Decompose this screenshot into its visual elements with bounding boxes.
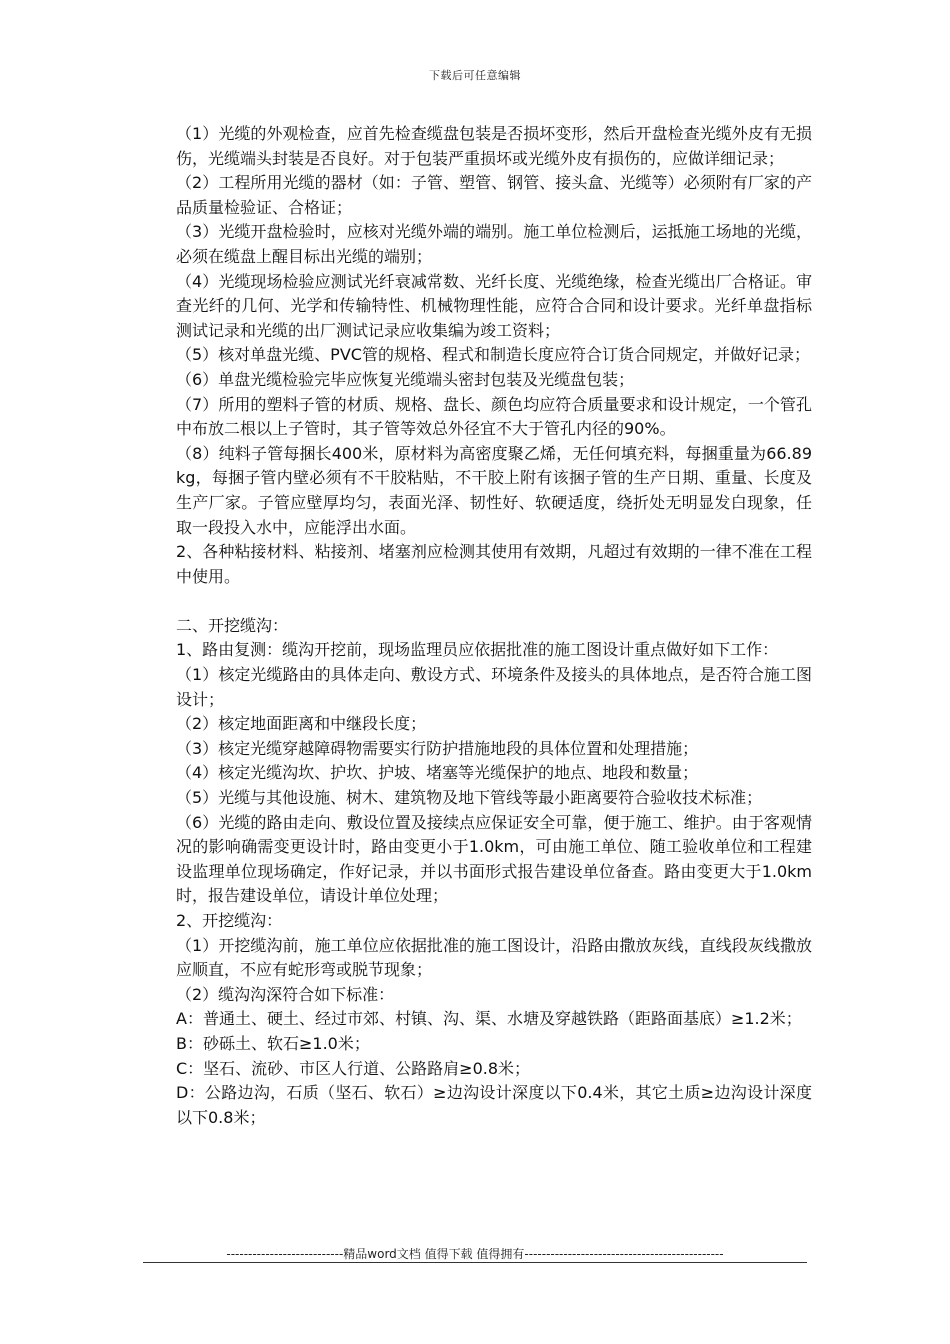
paragraph: （2）工程所用光缆的器材（如：子管、塑管、钢管、接头盒、光缆等）必须附有厂家的产品质量检验证、合格证；	[176, 173, 812, 217]
paragraph: （7）所用的塑料子管的材质、规格、盘长、颜色均应符合质量要求和设计规定，一个管孔中布放二根以上子管时，其子管等效总外径宜不大于管孔内径的90%。	[176, 394, 812, 439]
paragraph: 1、路由复测：缆沟开挖前，现场监理员应依据批准的施工图设计重点做好如下工作：	[176, 640, 779, 660]
page-footer: ---------------------------精品word文档 值得下载 值得拥有----------------------------------------------	[226, 1247, 724, 1261]
page-header: 下载后可任意编辑	[429, 69, 521, 82]
paragraph: （6）单盘光缆检验完毕应恢复光缆端头密封包装及光缆盘包装；	[176, 369, 635, 389]
paragraph: （4）核定光缆沟坎、护坎、护坡、堵塞等光缆保护的地点、地段和数量；	[176, 763, 699, 783]
paragraph: D：公路边沟，石质（坚石、软石）≥边沟设计深度以下0.4米，其它土质≥边沟设计深度以下0.8米；	[176, 1083, 812, 1127]
footer-divider	[143, 1262, 807, 1263]
paragraph: （1）开挖缆沟前，施工单位应依据批准的施工图设计，沿路由撒放灰线，直线段灰线撒放应顺直，不应有蛇形弯或脱节现象；	[176, 935, 812, 980]
paragraph: （6）光缆的路由走向、敷设位置及接续点应保证安全可靠，便于施工、维护。由于客观情况的影响确需变更设计时，路由变更小于1.0km，可由施工单位、随工验收单位和工程建设监理单位现场确定，作好记录，并以书面形式报告建设单位备查。路由变更大于1.0km时，报告建设单位，请设计单位处理；	[176, 812, 812, 906]
paragraph: A：普通土、硬土、经过市郊、村镇、沟、渠、水塘及穿越铁路（距路面基底）≥1.2米；	[176, 1009, 802, 1029]
section-heading: 二、开挖缆沟：	[176, 615, 289, 635]
paragraph: （5）光缆与其他设施、树木、建筑物及地下管线等最小距离要符合验收技术标准；	[176, 788, 763, 808]
paragraph: （3）光缆开盘检验时，应核对光缆外端的端别。施工单位检测后，运抵施工场地的光缆，必须在缆盘上醒目标出光缆的端别；	[176, 222, 812, 266]
paragraph: C：坚石、流砂、市区人行道、公路路肩≥0.8米；	[176, 1058, 531, 1078]
paragraph: （5）核对单盘光缆、PVC管的规格、程式和制造长度应符合订货合同规定，并做好记录；	[176, 345, 810, 365]
paragraph: （3）核定光缆穿越障碍物需要实行防护措施地段的具体位置和处理措施；	[176, 738, 699, 758]
paragraph: 2、各种粘接材料、粘接剂、堵塞剂应检测其使用有效期，凡超过有效期的一律不准在工程中使用。	[176, 542, 812, 586]
paragraph: （1）光缆的外观检查，应首先检查缆盘包装是否损坏变形，然后开盘检查光缆外皮有无损伤，光缆端头封装是否良好。对于包装严重损坏或光缆外皮有损伤的，应做详细记录；	[176, 124, 812, 168]
blank-line	[176, 589, 812, 614]
paragraph: 2、开挖缆沟：	[176, 911, 283, 930]
paragraph: （4）光缆现场检验应测试光纤衰减常数、光纤长度、光缆绝缘，检查光缆出厂合格证。审查光纤的几何、光学和传输特性、机械物理性能，应符合合同和设计要求。光纤单盘指标测试记录和光缆的出厂测试记录应收集编为竣工资料；	[176, 271, 812, 340]
paragraph: （8）纯料子管每捆长400米，原材料为高密度聚乙烯，无任何填充料，每捆重量为66.89kg，每捆子管内壁必须有不干胶粘贴，不干胶上附有该捆子管的生产日期、重量、长度及生产厂家。子管应壁厚均匀，表面光泽、韧性好、软硬适度，绕折处无明显发白现象，任取一段投入水中，应能浮出水面。	[176, 443, 812, 537]
document-body	[176, 122, 812, 1130]
paragraph: （1）核定光缆路由的具体走向、敷设方式、环境条件及接头的具体地点，是否符合施工图设计；	[176, 665, 812, 709]
paragraph: B：砂砾土、软石≥1.0米；	[176, 1033, 370, 1053]
paragraph: （2）缆沟沟深符合如下标准：	[176, 984, 395, 1004]
paragraph: （2）核定地面距离和中继段长度；	[176, 714, 427, 734]
